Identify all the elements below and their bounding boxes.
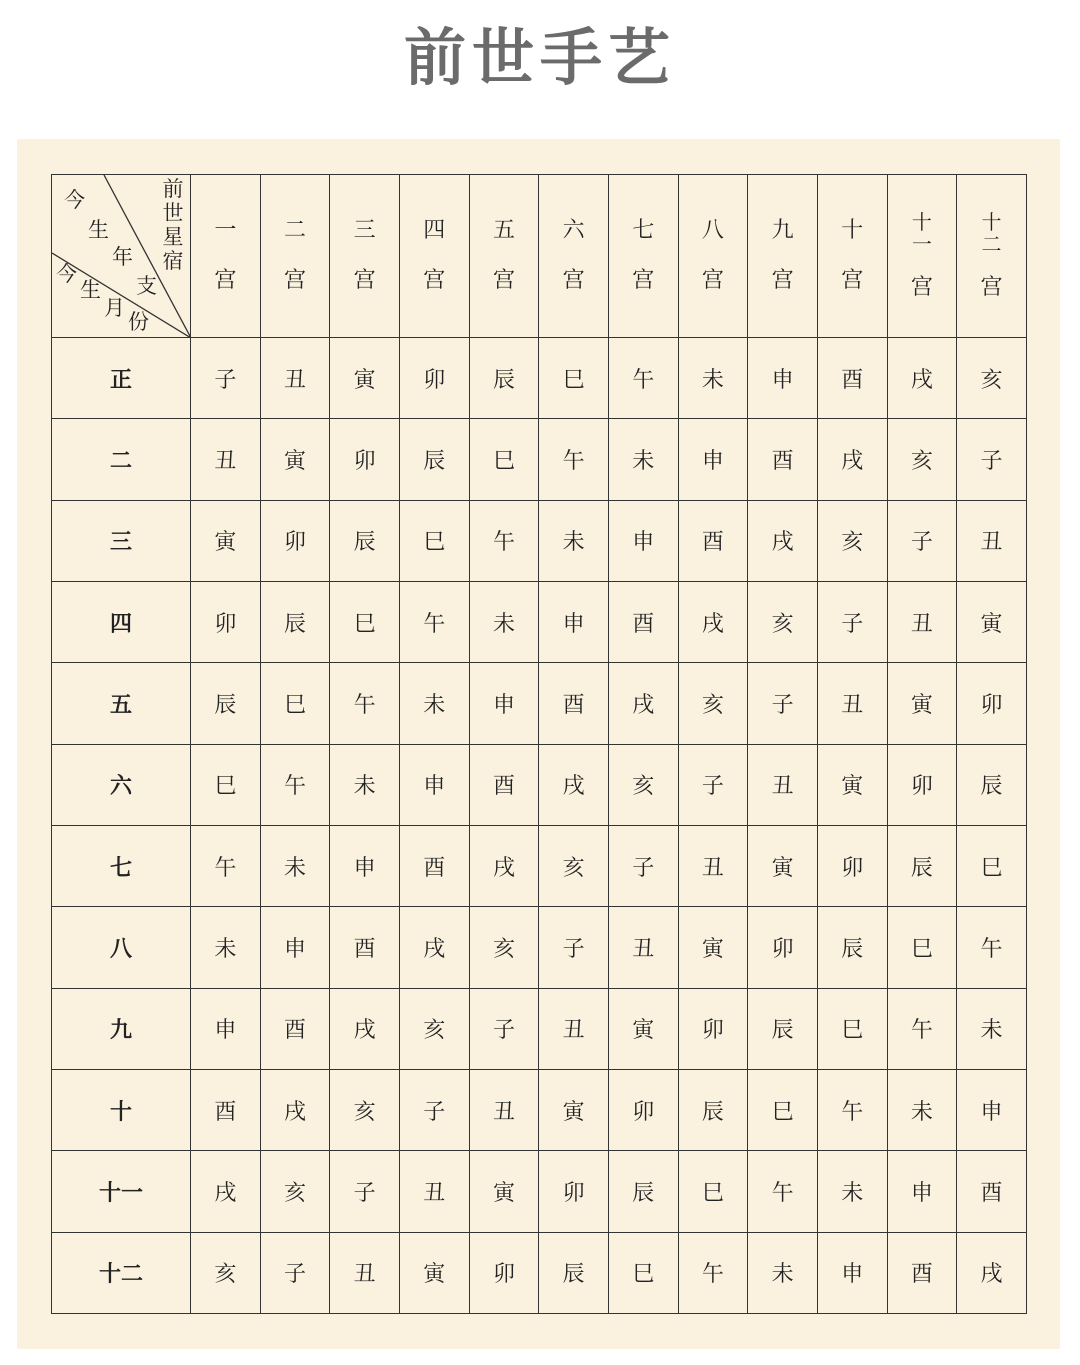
branch-cell: 戌 <box>260 1069 330 1150</box>
branch-cell: 丑 <box>260 338 330 419</box>
corner-year-label-char: 生 <box>88 218 109 242</box>
branch-cell: 未 <box>887 1069 957 1150</box>
branch-cell: 午 <box>608 338 678 419</box>
branch-cell: 亥 <box>678 663 748 744</box>
branch-cell: 亥 <box>539 825 609 906</box>
branch-cell: 申 <box>957 1069 1027 1150</box>
branch-cell: 丑 <box>957 500 1027 581</box>
branch-cell: 戌 <box>678 581 748 662</box>
table-row <box>52 1151 1027 1232</box>
branch-cell: 申 <box>678 419 748 500</box>
branch-cell: 巳 <box>260 663 330 744</box>
branch-cell: 辰 <box>817 907 887 988</box>
branch-cell: 未 <box>748 1232 818 1313</box>
month-label: 八 <box>52 907 191 988</box>
palace-number: 四 <box>423 218 446 243</box>
branch-cell: 申 <box>399 744 469 825</box>
month-label: 十 <box>52 1069 191 1150</box>
branch-cell: 巳 <box>748 1069 818 1150</box>
branch-cell: 子 <box>678 744 748 825</box>
palace-number: 六 <box>562 218 585 243</box>
branch-cell: 巳 <box>399 500 469 581</box>
branch-cell: 卯 <box>608 1069 678 1150</box>
branch-cell: 卯 <box>678 988 748 1069</box>
branch-cell: 子 <box>260 1232 330 1313</box>
palace-suffix: 宫 <box>214 268 237 293</box>
branch-cell: 卯 <box>748 907 818 988</box>
branch-cell: 午 <box>957 907 1027 988</box>
branch-cell: 丑 <box>678 825 748 906</box>
branch-cell: 戌 <box>469 825 539 906</box>
branch-cell: 未 <box>678 338 748 419</box>
palace-number: 十一 <box>911 210 932 256</box>
branch-cell: 寅 <box>608 988 678 1069</box>
palace-number: 十 <box>841 218 864 243</box>
branch-cell: 寅 <box>399 1232 469 1313</box>
branch-cell: 子 <box>539 907 609 988</box>
branch-cell: 辰 <box>539 1232 609 1313</box>
branch-cell: 子 <box>608 825 678 906</box>
branch-cell: 巳 <box>817 988 887 1069</box>
branch-cell: 卯 <box>399 338 469 419</box>
palace-number: 七 <box>632 218 655 243</box>
branch-cell: 寅 <box>748 825 818 906</box>
branch-cell: 辰 <box>469 338 539 419</box>
corner-previous-life-label <box>162 177 184 273</box>
branch-cell: 申 <box>260 907 330 988</box>
branch-cell: 巳 <box>469 419 539 500</box>
branch-cell: 酉 <box>399 825 469 906</box>
palace-header-6 <box>539 175 609 338</box>
palace-header-3 <box>330 175 400 338</box>
branch-cell: 丑 <box>539 988 609 1069</box>
palace-suffix: 宫 <box>492 268 515 293</box>
palace-suffix: 宫 <box>771 268 794 293</box>
branch-cell: 亥 <box>469 907 539 988</box>
corner-char: 前 <box>162 177 184 201</box>
page-title: 前世手艺 <box>403 21 676 94</box>
branch-cell: 午 <box>748 1151 818 1232</box>
table-row <box>52 825 1027 906</box>
palace-number: 十二 <box>981 210 1002 256</box>
palace-suffix: 宫 <box>283 268 306 293</box>
palace-suffix: 宫 <box>353 268 376 293</box>
branch-cell: 申 <box>608 500 678 581</box>
table-row <box>52 500 1027 581</box>
branch-cell: 午 <box>260 744 330 825</box>
palace-header-1 <box>191 175 261 338</box>
branch-cell: 未 <box>330 744 400 825</box>
corner-year-label-char: 支 <box>136 274 157 298</box>
corner-month-label-char: 生 <box>80 278 101 302</box>
branch-cell: 未 <box>539 500 609 581</box>
branch-cell: 亥 <box>608 744 678 825</box>
branch-cell: 巳 <box>608 1232 678 1313</box>
branch-cell: 卯 <box>887 744 957 825</box>
branch-cell: 申 <box>887 1151 957 1232</box>
palace-header-4 <box>399 175 469 338</box>
branch-cell: 未 <box>191 907 261 988</box>
branch-cell: 卯 <box>260 500 330 581</box>
palace-header-12 <box>957 175 1027 338</box>
branch-cell: 子 <box>957 419 1027 500</box>
branch-cell: 寅 <box>191 500 261 581</box>
branch-cell: 子 <box>469 988 539 1069</box>
branch-cell: 午 <box>817 1069 887 1150</box>
branch-cell: 未 <box>817 1151 887 1232</box>
palace-lookup-table <box>51 174 1027 1314</box>
branch-cell: 子 <box>399 1069 469 1150</box>
branch-cell: 丑 <box>608 907 678 988</box>
branch-cell: 申 <box>469 663 539 744</box>
palace-suffix: 宫 <box>841 268 864 293</box>
table-row <box>52 419 1027 500</box>
palace-header-8 <box>678 175 748 338</box>
table-row <box>52 988 1027 1069</box>
branch-cell: 午 <box>399 581 469 662</box>
branch-cell: 酉 <box>330 907 400 988</box>
branch-cell: 酉 <box>817 338 887 419</box>
table-row <box>52 663 1027 744</box>
branch-cell: 卯 <box>330 419 400 500</box>
branch-cell: 亥 <box>191 1232 261 1313</box>
corner-char: 星 <box>162 225 184 249</box>
month-label: 五 <box>52 663 191 744</box>
corner-month-label-char: 月 <box>104 296 125 320</box>
table-row <box>52 581 1027 662</box>
branch-cell: 午 <box>191 825 261 906</box>
branch-cell: 亥 <box>260 1151 330 1232</box>
branch-cell: 酉 <box>260 988 330 1069</box>
branch-cell: 巳 <box>191 744 261 825</box>
branch-cell: 子 <box>817 581 887 662</box>
branch-cell: 戌 <box>539 744 609 825</box>
branch-cell: 巳 <box>957 825 1027 906</box>
month-label: 六 <box>52 744 191 825</box>
branch-cell: 寅 <box>469 1151 539 1232</box>
month-label: 四 <box>52 581 191 662</box>
branch-cell: 酉 <box>608 581 678 662</box>
branch-cell: 寅 <box>678 907 748 988</box>
branch-cell: 巳 <box>330 581 400 662</box>
branch-cell: 辰 <box>748 988 818 1069</box>
branch-cell: 丑 <box>469 1069 539 1150</box>
branch-cell: 辰 <box>887 825 957 906</box>
branch-cell: 卯 <box>469 1232 539 1313</box>
branch-cell: 未 <box>469 581 539 662</box>
branch-cell: 酉 <box>748 419 818 500</box>
branch-cell: 丑 <box>399 1151 469 1232</box>
palace-number: 三 <box>353 218 376 243</box>
branch-cell: 寅 <box>957 581 1027 662</box>
branch-cell: 巳 <box>887 907 957 988</box>
branch-cell: 戌 <box>608 663 678 744</box>
palace-suffix: 宫 <box>423 268 446 293</box>
palace-number: 一 <box>214 218 237 243</box>
palace-header-7 <box>608 175 678 338</box>
branch-cell: 戌 <box>399 907 469 988</box>
branch-cell: 申 <box>330 825 400 906</box>
branch-cell: 亥 <box>330 1069 400 1150</box>
branch-cell: 子 <box>191 338 261 419</box>
palace-number: 二 <box>283 218 306 243</box>
branch-cell: 卯 <box>817 825 887 906</box>
branch-cell: 卯 <box>539 1151 609 1232</box>
palace-suffix: 宫 <box>910 275 933 300</box>
corner-char: 宿 <box>162 249 184 273</box>
table-row <box>52 907 1027 988</box>
branch-cell: 卯 <box>957 663 1027 744</box>
branch-cell: 亥 <box>399 988 469 1069</box>
branch-cell: 午 <box>539 419 609 500</box>
branch-cell: 酉 <box>887 1232 957 1313</box>
corner-month-label-char: 今 <box>56 262 77 286</box>
branch-cell: 未 <box>399 663 469 744</box>
branch-cell: 午 <box>330 663 400 744</box>
branch-cell: 丑 <box>887 581 957 662</box>
month-label: 七 <box>52 825 191 906</box>
branch-cell: 寅 <box>817 744 887 825</box>
branch-cell: 酉 <box>539 663 609 744</box>
palace-suffix: 宫 <box>562 268 585 293</box>
branch-cell: 卯 <box>191 581 261 662</box>
branch-cell: 午 <box>469 500 539 581</box>
month-label: 十一 <box>52 1151 191 1232</box>
branch-cell: 辰 <box>608 1151 678 1232</box>
branch-cell: 子 <box>330 1151 400 1232</box>
branch-cell: 丑 <box>817 663 887 744</box>
branch-cell: 申 <box>817 1232 887 1313</box>
header-row <box>52 175 1027 338</box>
branch-cell: 戌 <box>817 419 887 500</box>
corner-year-label-char: 今 <box>64 188 85 212</box>
branch-cell: 未 <box>608 419 678 500</box>
branch-cell: 辰 <box>399 419 469 500</box>
branch-cell: 申 <box>748 338 818 419</box>
month-label: 二 <box>52 419 191 500</box>
branch-cell: 亥 <box>748 581 818 662</box>
branch-cell: 丑 <box>330 1232 400 1313</box>
branch-cell: 寅 <box>887 663 957 744</box>
palace-header-10 <box>817 175 887 338</box>
month-label: 九 <box>52 988 191 1069</box>
palace-header-11 <box>887 175 957 338</box>
branch-cell: 巳 <box>678 1151 748 1232</box>
branch-cell: 未 <box>957 988 1027 1069</box>
branch-cell: 辰 <box>260 581 330 662</box>
month-label: 三 <box>52 500 191 581</box>
branch-cell: 戌 <box>887 338 957 419</box>
table-row <box>52 338 1027 419</box>
corner-month-label-char: 份 <box>128 310 149 334</box>
branch-cell: 午 <box>678 1232 748 1313</box>
branch-cell: 寅 <box>539 1069 609 1150</box>
corner-year-label-char: 年 <box>112 245 133 269</box>
branch-cell: 丑 <box>191 419 261 500</box>
palace-header-9 <box>748 175 818 338</box>
palace-header-2 <box>260 175 330 338</box>
branch-cell: 辰 <box>330 500 400 581</box>
branch-cell: 亥 <box>957 338 1027 419</box>
month-label: 十二 <box>52 1232 191 1313</box>
branch-cell: 巳 <box>539 338 609 419</box>
branch-cell: 戌 <box>957 1232 1027 1313</box>
palace-number: 八 <box>701 218 724 243</box>
branch-cell: 寅 <box>330 338 400 419</box>
branch-cell: 申 <box>191 988 261 1069</box>
palace-suffix: 宫 <box>701 268 724 293</box>
branch-cell: 丑 <box>748 744 818 825</box>
palace-suffix: 宫 <box>980 275 1003 300</box>
palace-number: 九 <box>771 218 794 243</box>
branch-cell: 酉 <box>469 744 539 825</box>
branch-cell: 子 <box>748 663 818 744</box>
branch-cell: 酉 <box>191 1069 261 1150</box>
table-row <box>52 1232 1027 1313</box>
branch-cell: 申 <box>539 581 609 662</box>
corner-header-cell <box>52 175 191 338</box>
palace-header-5 <box>469 175 539 338</box>
branch-cell: 午 <box>887 988 957 1069</box>
branch-cell: 辰 <box>957 744 1027 825</box>
branch-cell: 亥 <box>817 500 887 581</box>
branch-cell: 酉 <box>957 1151 1027 1232</box>
table-row <box>52 744 1027 825</box>
branch-cell: 辰 <box>678 1069 748 1150</box>
branch-cell: 辰 <box>191 663 261 744</box>
branch-cell: 酉 <box>678 500 748 581</box>
branch-cell: 戌 <box>748 500 818 581</box>
corner-char: 世 <box>162 201 184 225</box>
branch-cell: 寅 <box>260 419 330 500</box>
table-body <box>52 338 1027 1314</box>
month-label: 正 <box>52 338 191 419</box>
branch-cell: 亥 <box>887 419 957 500</box>
branch-cell: 戌 <box>191 1151 261 1232</box>
table-row <box>52 1069 1027 1150</box>
branch-cell: 子 <box>887 500 957 581</box>
branch-cell: 戌 <box>330 988 400 1069</box>
palace-number: 五 <box>492 218 515 243</box>
palace-suffix: 宫 <box>632 268 655 293</box>
branch-cell: 未 <box>260 825 330 906</box>
